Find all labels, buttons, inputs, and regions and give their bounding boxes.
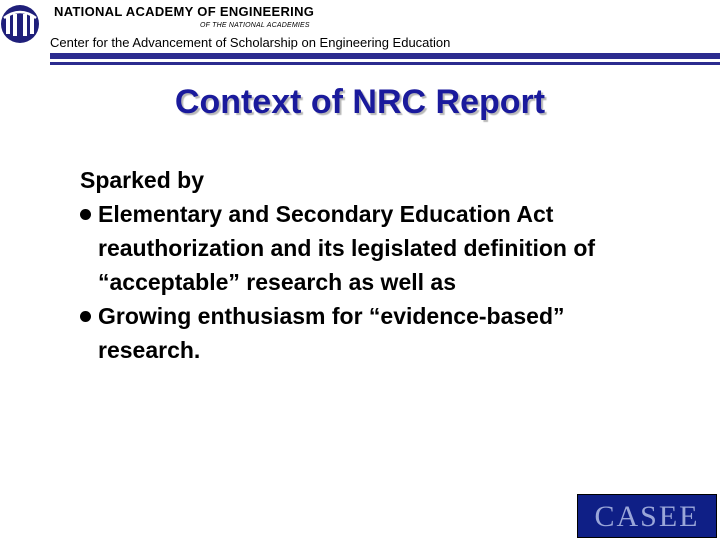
bullet-dot-icon — [80, 311, 91, 322]
bullet-item — [80, 197, 640, 299]
bullet-text: Growing enthusiasm for “evidence-based” research. — [98, 303, 565, 363]
bullet-item — [80, 299, 640, 367]
intro-text: Sparked by — [80, 167, 204, 193]
svg-text:CASEE: CASEE — [594, 500, 700, 533]
org-subtitle: OF THE NATIONAL ACADEMIES — [200, 22, 310, 29]
center-name: Center for the Advancement of Scholarship on Engineering Education — [50, 35, 451, 50]
slide-body — [80, 163, 640, 367]
bullet-dot-icon — [80, 209, 91, 220]
slide-title: Context of NRC Report — [174, 83, 546, 121]
header-rule-thin — [50, 62, 720, 65]
bullet-text: Elementary and Secondary Education Act reauthorization and its legislated definition of “acceptable” research as well as — [98, 201, 596, 295]
header-rule-thick — [50, 53, 720, 59]
casee-logo — [577, 494, 717, 538]
org-name: NATIONAL ACADEMY OF ENGINEERING — [54, 4, 315, 19]
casee-logo-text — [582, 497, 712, 535]
nae-emblem-icon — [0, 4, 40, 44]
